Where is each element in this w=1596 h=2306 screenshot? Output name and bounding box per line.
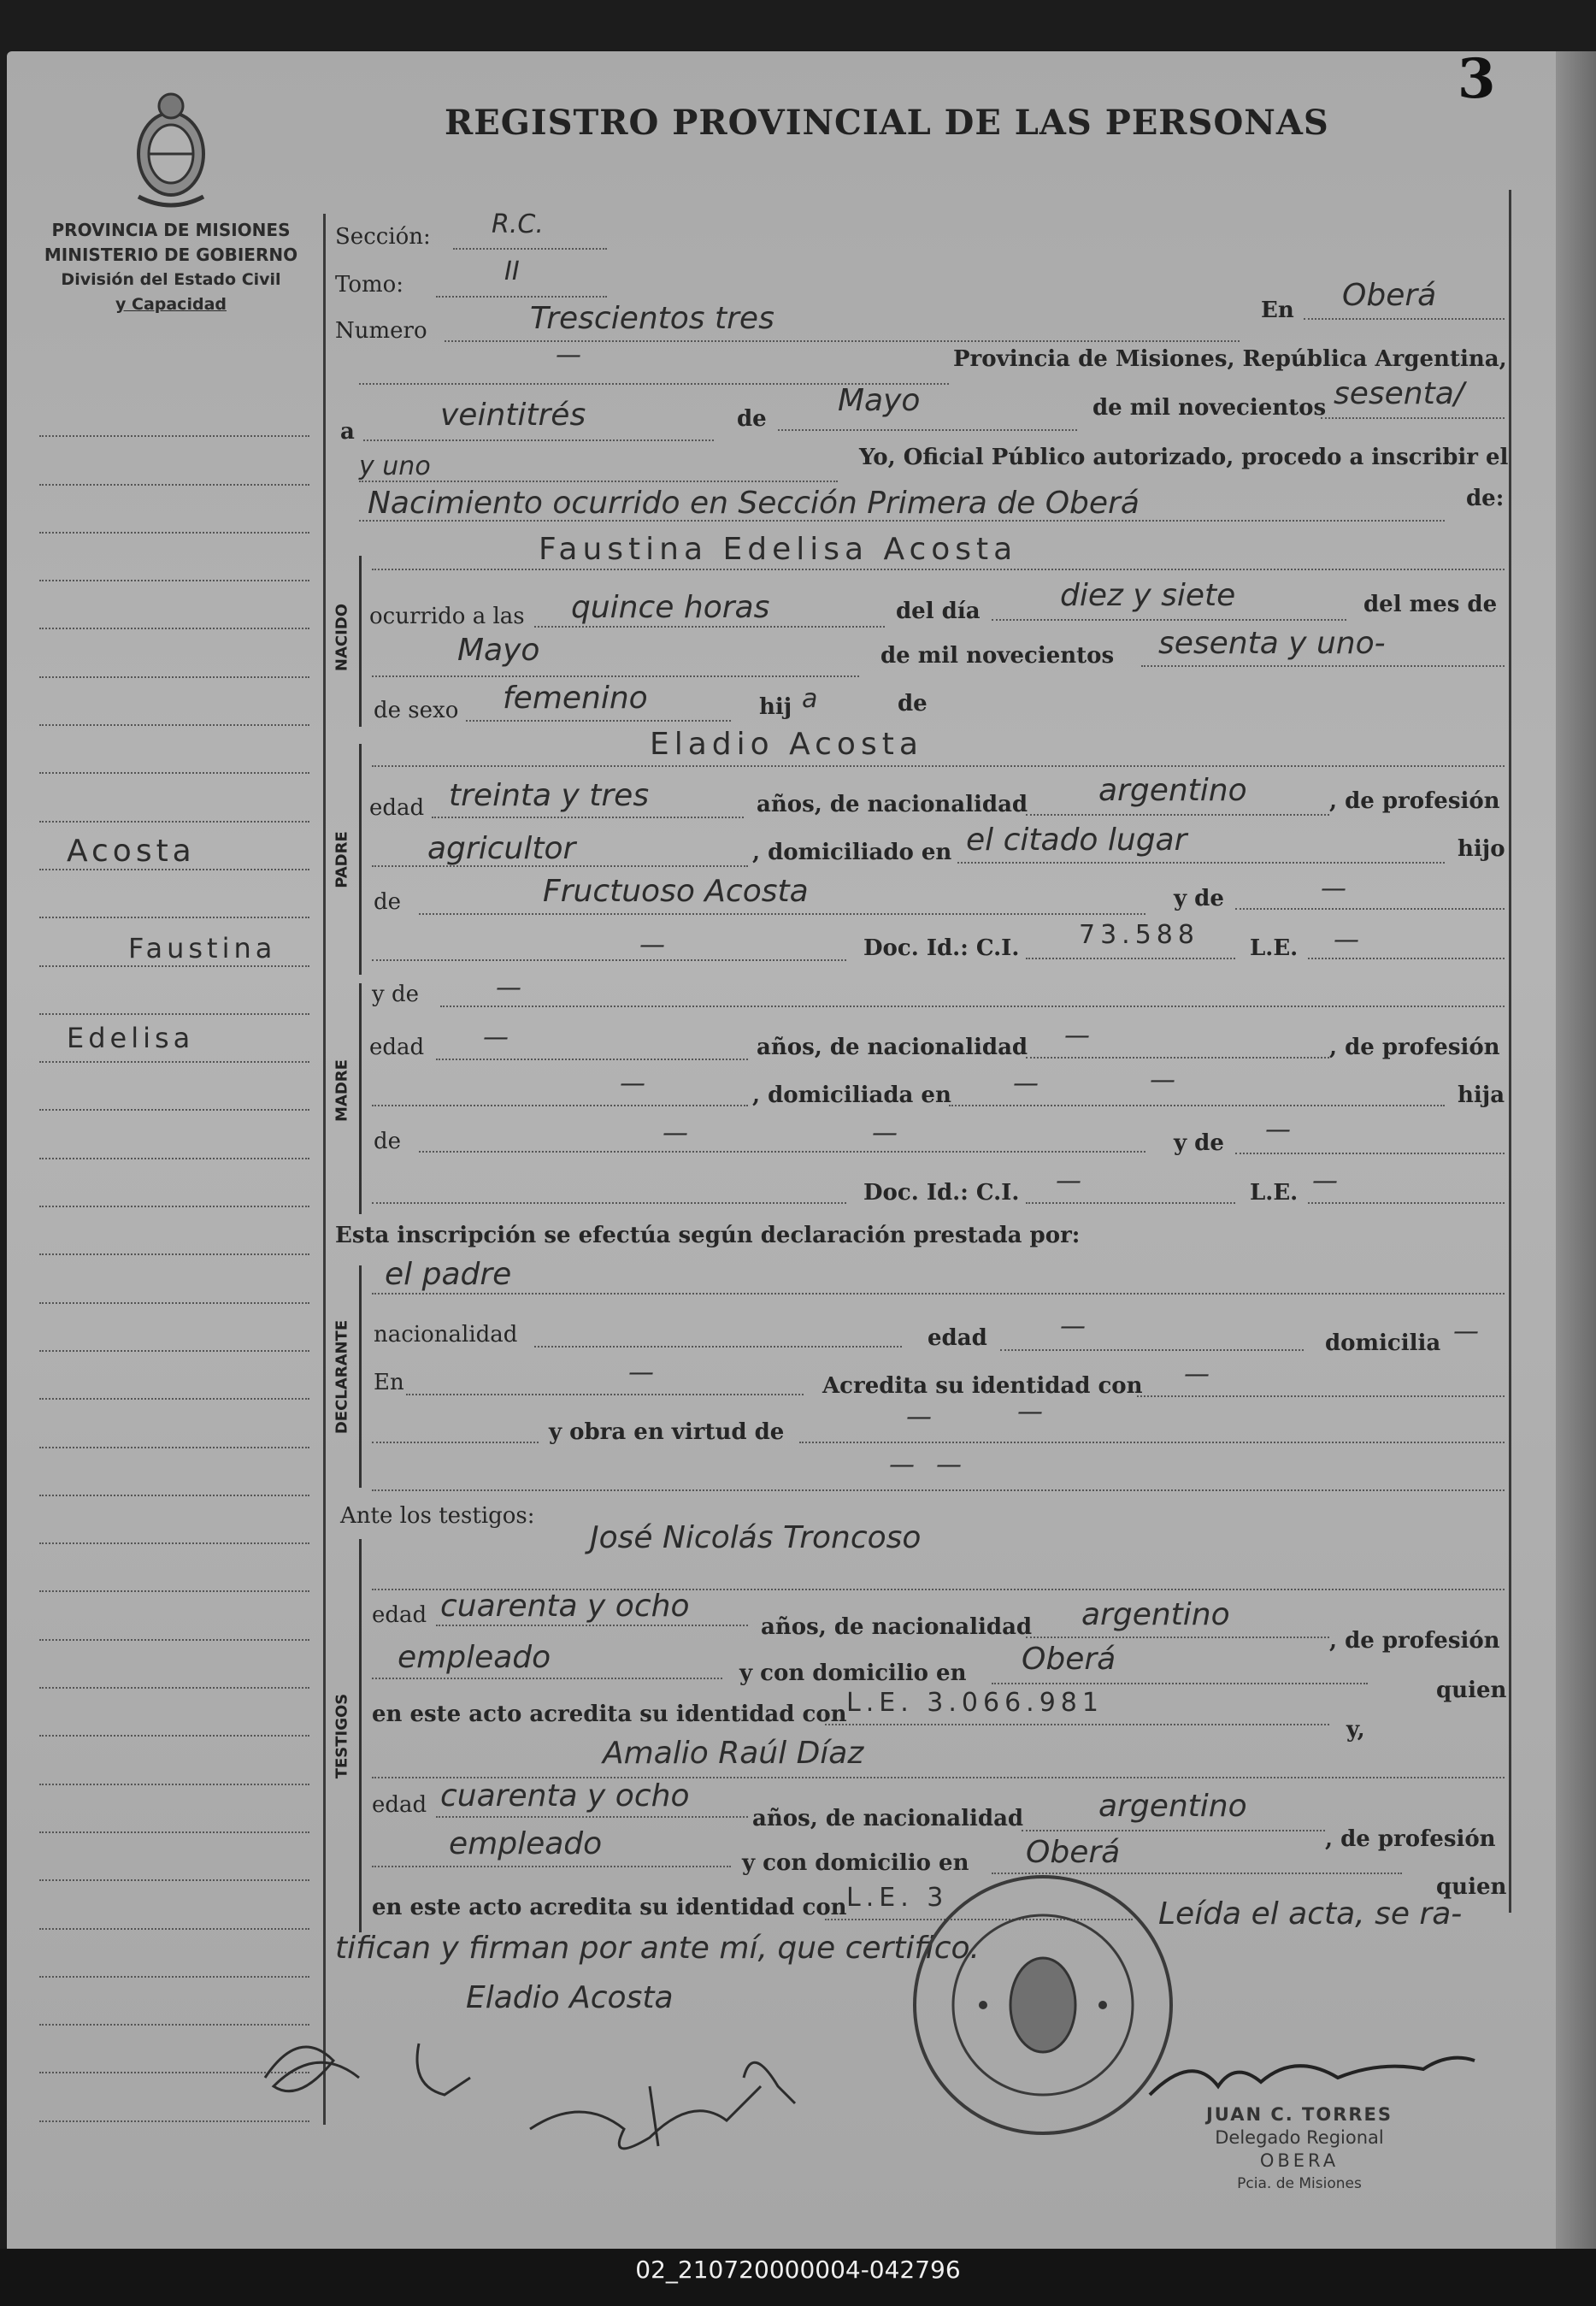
label-decl-en: En bbox=[374, 1370, 404, 1395]
registrar-name: JUAN C. TORRES bbox=[1205, 2104, 1393, 2125]
label-ocurrido: ocurrido a las bbox=[369, 604, 525, 629]
padre-blank-dash: — bbox=[639, 930, 665, 960]
label-de-colon: de: bbox=[1466, 486, 1505, 511]
label-madre-prof: , de profesión bbox=[1329, 1035, 1500, 1060]
margin-name-2: Edelisa bbox=[67, 1022, 195, 1054]
value-padre-nac: argentino bbox=[1098, 773, 1247, 808]
value-hora: quince horas bbox=[571, 590, 770, 625]
label-a: a bbox=[340, 419, 355, 445]
value-t1-id: L.E. 3.066.981 bbox=[846, 1688, 1104, 1718]
line-decl-blank-2 bbox=[372, 1489, 1505, 1491]
scan-footer-id: 02_210720000004-042796 bbox=[0, 2249, 1596, 2306]
line-blank-madre bbox=[372, 1202, 846, 1204]
label-t1-anios: años, de nacionalidad bbox=[761, 1614, 1033, 1640]
label-padre-hijo: hijo bbox=[1458, 836, 1505, 862]
value-hij: a bbox=[802, 684, 818, 714]
line-a bbox=[363, 439, 714, 441]
value-inscribir: Nacimiento ocurrido en Sección Primera de Oberá bbox=[368, 486, 1140, 521]
label-hij: hij bbox=[759, 694, 792, 720]
value-a-dia: veintitrés bbox=[440, 398, 586, 433]
label-t2-prof: , de profesión bbox=[1325, 1826, 1496, 1852]
label-t1-y: y, bbox=[1346, 1717, 1365, 1743]
value-anio1b: y uno bbox=[359, 451, 431, 481]
line-padre-nombre bbox=[372, 765, 1505, 767]
page-number: 3 bbox=[1458, 47, 1496, 111]
madre-madre-dash: — bbox=[1265, 1115, 1291, 1145]
madre-dom-dash: — bbox=[1013, 1069, 1039, 1099]
madre-ci-dash: — bbox=[1056, 1166, 1081, 1196]
line-padre-nac bbox=[1026, 814, 1329, 816]
line-padre-le bbox=[1308, 958, 1505, 959]
label-madre-anios: años, de nacionalidad bbox=[757, 1035, 1028, 1060]
padre-rule bbox=[359, 744, 362, 975]
label-madre-y-de-2: y de bbox=[1174, 1130, 1224, 1156]
registrar-block bbox=[1171, 2103, 1428, 2196]
value-t2-dom: Oberá bbox=[1026, 1835, 1121, 1870]
value-numero: Trescientos tres bbox=[530, 301, 774, 336]
label-padre-dom: , domiciliado en bbox=[752, 840, 952, 865]
line-t1-id bbox=[825, 1724, 1329, 1725]
value-padre-nombre: Eladio Acosta bbox=[650, 727, 923, 762]
label-seccion: Sección: bbox=[335, 224, 431, 250]
line-anio2 bbox=[1141, 665, 1505, 667]
line-padre-madre bbox=[1235, 908, 1505, 910]
value-padre-dom: el citado lugar bbox=[966, 823, 1187, 858]
line-decl-blank bbox=[372, 1442, 539, 1443]
label-declarante: DECLARANTE bbox=[333, 1319, 351, 1435]
decl-obra-dash: — bbox=[906, 1402, 932, 1432]
value-t1-prof: empleado bbox=[398, 1640, 551, 1675]
label-decl-edad: edad bbox=[928, 1325, 987, 1351]
line-sexo bbox=[466, 720, 731, 722]
division-line: División del Estado Civil bbox=[61, 270, 281, 289]
line-t2-prof bbox=[372, 1866, 731, 1867]
dash-1: — bbox=[556, 340, 581, 370]
value-t2-nac: argentino bbox=[1098, 1789, 1247, 1824]
value-anio1: sesenta/ bbox=[1334, 376, 1464, 411]
label-madre-dom: , domiciliada en bbox=[752, 1082, 951, 1108]
label-padre-doc: Doc. Id.: C.I. bbox=[863, 935, 1020, 961]
issuing-authority bbox=[26, 218, 316, 317]
line-t2-nac bbox=[1022, 1830, 1325, 1831]
line-madre-madre bbox=[1235, 1153, 1505, 1154]
madre-dom-dash-2: — bbox=[1150, 1065, 1175, 1095]
left-margin-lines bbox=[39, 389, 309, 2122]
registrar-province: Pcia. de Misiones bbox=[1237, 2175, 1362, 2192]
label-madre-doc: Doc. Id.: C.I. bbox=[863, 1180, 1020, 1206]
value-t1-edad: cuarenta y ocho bbox=[440, 1589, 690, 1624]
line-madre-edad bbox=[436, 1059, 748, 1060]
label-madre-le: L.E. bbox=[1250, 1180, 1299, 1206]
label-t1-edad: edad bbox=[372, 1602, 427, 1628]
margin-name-1: Faustina bbox=[128, 932, 277, 964]
label-t2-edad: edad bbox=[372, 1792, 427, 1818]
right-vertical-rule bbox=[1509, 190, 1511, 1913]
decl-en-dash: — bbox=[628, 1358, 654, 1388]
line-madre-prof bbox=[372, 1105, 748, 1106]
label-numero: Numero bbox=[335, 318, 427, 344]
value-en: Oberá bbox=[1342, 278, 1437, 313]
signature-father: Eladio Acosta bbox=[466, 1980, 674, 2015]
document-title: REGISTRO PROVINCIAL DE LAS PERSONAS bbox=[445, 103, 1329, 143]
value-t2-prof: empleado bbox=[449, 1826, 603, 1861]
line-t1-prof bbox=[372, 1678, 722, 1679]
testigos-rule bbox=[359, 1539, 362, 1932]
value-dia: diez y siete bbox=[1060, 578, 1236, 613]
label-t2-acredita: en este acto acredita su identidad con bbox=[372, 1895, 847, 1920]
label-madre: MADRE bbox=[333, 1059, 351, 1122]
value-nacido-nombre: Faustina Edelisa Acosta bbox=[539, 532, 1018, 567]
value-sexo: femenino bbox=[503, 681, 648, 716]
page-edge bbox=[1556, 51, 1596, 2257]
line-t1-nac bbox=[1026, 1637, 1329, 1638]
label-provincia: Provincia de Misiones, República Argentina, bbox=[953, 346, 1507, 372]
line-padre-edad bbox=[432, 817, 744, 818]
line-tomo bbox=[436, 296, 607, 298]
label-del-mes: del mes de bbox=[1363, 592, 1498, 617]
nacido-rule bbox=[359, 556, 362, 727]
value-t2-id: L.E. 3 bbox=[846, 1883, 949, 1913]
padre-madre-dash: — bbox=[1321, 874, 1346, 904]
line-decl-edad bbox=[1000, 1349, 1304, 1351]
label-madre-hija: hija bbox=[1458, 1082, 1505, 1108]
value-tomo: II bbox=[504, 257, 520, 286]
value-mes: Mayo bbox=[457, 633, 540, 668]
label-decl-domicilia: domicilia bbox=[1325, 1330, 1441, 1356]
label-en: En bbox=[1261, 298, 1294, 323]
value-declarante: el padre bbox=[385, 1257, 512, 1292]
madre-le-dash: — bbox=[1312, 1166, 1338, 1196]
line-nacido-nombre bbox=[372, 569, 1505, 570]
line-en bbox=[1304, 318, 1505, 320]
madre-nac-dash: — bbox=[1064, 1021, 1090, 1051]
line-blank-padre bbox=[372, 959, 846, 961]
line-mes bbox=[778, 429, 1077, 431]
label-del-dia: del día bbox=[896, 599, 981, 624]
line-mes-nac bbox=[372, 675, 859, 677]
division-line-2: y Capacidad bbox=[115, 295, 227, 314]
label-padre-de: de bbox=[374, 889, 402, 915]
line-anio1 bbox=[1321, 417, 1505, 419]
label-nacido: NACIDO bbox=[333, 603, 351, 672]
line-padre-padre bbox=[419, 913, 1145, 915]
label-de-hij: de bbox=[898, 691, 928, 717]
value-seccion: R.C. bbox=[492, 209, 544, 239]
line-inscribir bbox=[359, 520, 1445, 522]
label-de-mes: de bbox=[737, 406, 767, 432]
ministry-line: MINISTERIO DE GOBIERNO bbox=[44, 245, 298, 265]
margin-surname: Acosta bbox=[67, 834, 196, 869]
line-madre-padre bbox=[419, 1151, 1145, 1153]
province-line: PROVINCIA DE MISIONES bbox=[51, 220, 291, 240]
line-madre-le bbox=[1308, 1202, 1505, 1204]
line-seccion bbox=[453, 248, 607, 250]
coat-of-arms-seal bbox=[128, 86, 214, 214]
line-padre-ci bbox=[1026, 958, 1235, 959]
value-padre-padre: Fructuoso Acosta bbox=[543, 874, 809, 909]
registrar-city: OBERA bbox=[1259, 2150, 1340, 2171]
line-decl-acredita bbox=[1137, 1395, 1505, 1397]
label-decl-obra: y obra en virtud de bbox=[549, 1419, 785, 1445]
label-yo-oficial: Yo, Oficial Público autorizado, procedo a inscribir el bbox=[859, 445, 1509, 470]
label-decl-nac: nacionalidad bbox=[374, 1322, 518, 1348]
label-padre-le: L.E. bbox=[1250, 935, 1299, 961]
line-hora bbox=[534, 626, 885, 628]
madre-edad-dash: — bbox=[483, 1023, 509, 1053]
decl-obra-dash-2: — bbox=[1017, 1397, 1043, 1427]
decl-blank-dash-2: — bbox=[936, 1450, 962, 1480]
value-padre-prof: agricultor bbox=[427, 831, 576, 866]
value-t2-edad: cuarenta y ocho bbox=[440, 1778, 690, 1814]
label-decl-acredita: Acredita su identidad con bbox=[822, 1373, 1143, 1399]
decl-edad-dash: — bbox=[1060, 1312, 1086, 1342]
label-madre-edad: edad bbox=[369, 1035, 425, 1060]
line-decl-obra bbox=[799, 1442, 1505, 1443]
label-inscripcion: Esta inscripción se efectúa según declaración prestada por: bbox=[335, 1223, 1081, 1248]
label-ante-testigos: Ante los testigos: bbox=[340, 1503, 535, 1529]
value-padre-ci: 73.588 bbox=[1079, 920, 1199, 950]
line-anio1b bbox=[359, 481, 838, 482]
line-t1-edad bbox=[436, 1625, 748, 1626]
main-vertical-rule bbox=[323, 214, 326, 2125]
line-decl-nac bbox=[534, 1346, 902, 1348]
madre-padre-dash: — bbox=[663, 1118, 688, 1148]
line-t1-dom bbox=[992, 1683, 1368, 1684]
label-madre-de: de bbox=[374, 1129, 402, 1154]
decl-dom-dash: — bbox=[1453, 1317, 1479, 1347]
label-padre-edad: edad bbox=[369, 795, 425, 821]
label-mil-nov: de mil novecientos bbox=[1092, 395, 1327, 421]
line-padre-prof bbox=[372, 865, 748, 867]
value-t1-dom: Oberá bbox=[1022, 1642, 1116, 1677]
value-closing-2: tifican y firman por ante mí, que certifico. bbox=[335, 1931, 980, 1966]
label-t1-acredita: en este acto acredita su identidad con bbox=[372, 1701, 847, 1727]
line-madre-dom bbox=[949, 1105, 1445, 1106]
madre-nombre-dash: — bbox=[496, 973, 521, 1003]
label-padre: PADRE bbox=[333, 831, 351, 888]
value-t1-nac: argentino bbox=[1081, 1597, 1230, 1632]
line-madre-ci bbox=[1026, 1202, 1235, 1204]
value-t2-nombre: Amalio Raúl Díaz bbox=[603, 1736, 864, 1771]
label-t1-quien: quien bbox=[1436, 1678, 1507, 1703]
value-anio2: sesenta y uno- bbox=[1158, 626, 1386, 661]
label-sexo: de sexo bbox=[374, 698, 459, 723]
declarante-rule bbox=[359, 1265, 362, 1488]
line-padre-dom bbox=[957, 862, 1445, 864]
line-madre-nac bbox=[1026, 1057, 1329, 1059]
padre-le-dash: — bbox=[1334, 925, 1359, 955]
label-padre-y-de: y de bbox=[1174, 886, 1224, 911]
value-closing-1: Leída el acta, se ra- bbox=[1158, 1896, 1463, 1931]
label-padre-anios: años, de nacionalidad bbox=[757, 792, 1028, 817]
witness-signatures bbox=[248, 1992, 846, 2180]
line-decl-en bbox=[406, 1394, 804, 1395]
label-t2-dom: y con domicilio en bbox=[742, 1850, 969, 1876]
decl-blank-dash: — bbox=[889, 1450, 915, 1480]
madre-prof-dash: — bbox=[620, 1069, 645, 1099]
value-t1-nombre: José Nicolás Troncoso bbox=[590, 1520, 922, 1555]
label-tomo: Tomo: bbox=[335, 272, 404, 298]
value-a-mes: Mayo bbox=[838, 383, 921, 418]
label-testigos: TESTIGOS bbox=[333, 1693, 351, 1779]
line-madre-nombre bbox=[440, 1006, 1505, 1007]
label-t2-quien: quien bbox=[1436, 1874, 1507, 1900]
label-t1-dom: y con domicilio en bbox=[739, 1660, 967, 1686]
label-madre-y-de: y de bbox=[372, 982, 419, 1007]
value-padre-edad: treinta y tres bbox=[449, 778, 650, 813]
registrar-title: Delegado Regional bbox=[1215, 2127, 1384, 2148]
decl-acredita-dash: — bbox=[1184, 1359, 1210, 1389]
label-t1-prof: , de profesión bbox=[1329, 1628, 1500, 1654]
label-padre-prof: , de profesión bbox=[1329, 788, 1500, 814]
line-t2-edad bbox=[436, 1816, 748, 1818]
line-dia bbox=[992, 619, 1346, 621]
madre-padre-dash-2: — bbox=[872, 1118, 898, 1148]
label-t2-anios: años, de nacionalidad bbox=[752, 1806, 1024, 1831]
madre-rule bbox=[359, 983, 362, 1214]
line-declarante bbox=[372, 1293, 1505, 1295]
label-mil-nov-2: de mil novecientos bbox=[880, 643, 1115, 669]
